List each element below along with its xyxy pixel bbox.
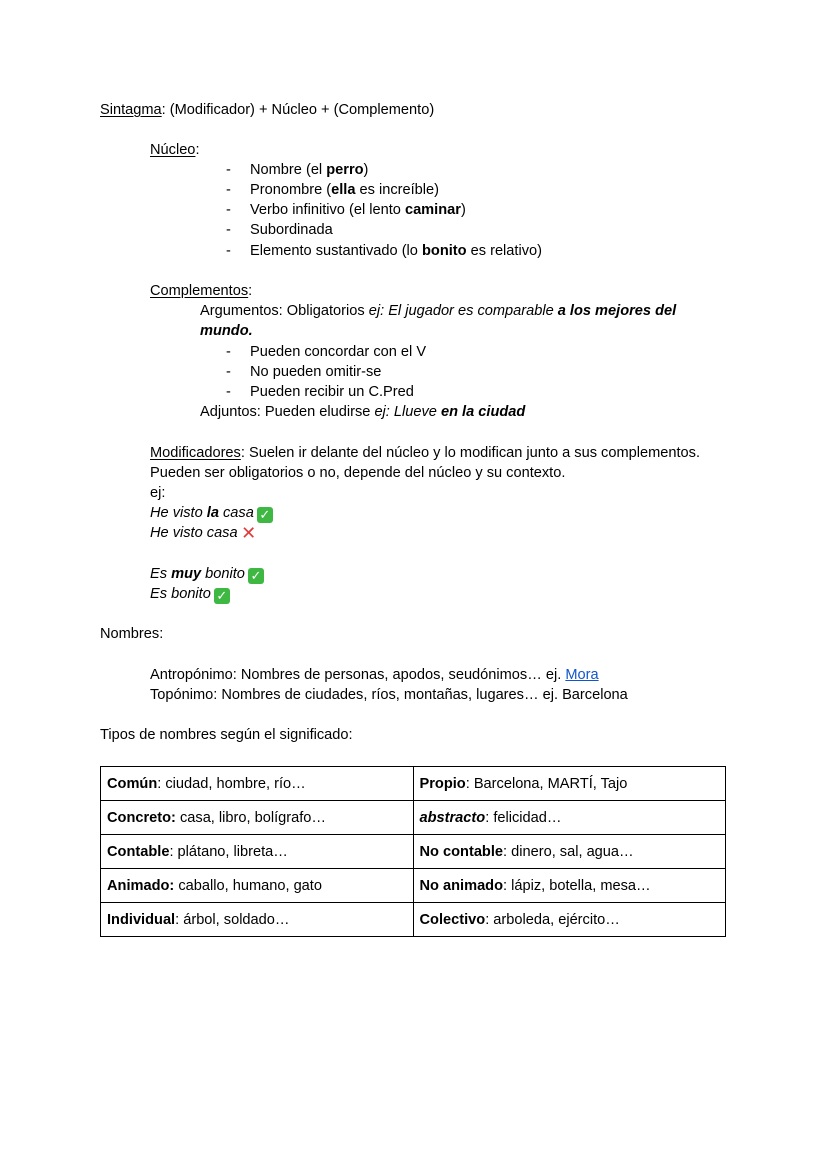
cell-sep: : (169, 843, 178, 860)
table-cell (413, 835, 726, 869)
cell-sep: : (465, 775, 474, 792)
argumentos-example: ej: El jugador es comparable (368, 303, 558, 319)
table-cell (101, 869, 414, 903)
example-line (150, 584, 230, 604)
cell-term: No contable (419, 843, 504, 860)
example-bold: muy (171, 566, 202, 582)
check-mark-icon: ✓ (257, 507, 273, 523)
modificadores-text: : Suelen ir delante del núcleo y lo modifican junto a sus complementos. (240, 445, 701, 461)
table-cell (101, 835, 414, 869)
modificadores-line (150, 443, 700, 463)
example-text: He visto (150, 505, 207, 521)
item-text: Verbo infinitivo (el lento (250, 202, 405, 218)
cell-term: No animado (419, 877, 504, 894)
cell-sep: : (485, 911, 494, 928)
item-text: ) (460, 202, 466, 218)
check-mark-icon: ✓ (248, 568, 264, 584)
list-dash: - (226, 364, 231, 380)
cell-desc: ciudad, hombre, río… (165, 775, 306, 792)
sintagma-formula: : (Modificador) + Núcleo + (Complemento) (161, 102, 435, 118)
list-dash: - (226, 222, 231, 238)
item-text: Subordinada (250, 222, 333, 238)
argumentos-line-2 (200, 321, 253, 341)
list-dash: - (226, 384, 231, 400)
list-dash: - (226, 344, 231, 360)
adjuntos-example: ej: Llueve (374, 404, 441, 420)
nucleo-item (250, 160, 368, 180)
list-dash: - (226, 243, 231, 259)
table-row (101, 903, 726, 937)
mora-link[interactable]: Mora (565, 667, 599, 683)
modificadores-line-2: Pueden ser obligatorios o no, depende del núcleo y su contexto. (150, 465, 566, 481)
sintagma-label: Sintagma (100, 102, 162, 118)
item-text: Pronombre ( (250, 182, 332, 198)
example-line (150, 503, 273, 523)
cell-term: Colectivo (419, 911, 486, 928)
complementos-colon: : (248, 283, 253, 299)
cell-sep: : (503, 843, 512, 860)
table-cell (101, 903, 414, 937)
ej-label: ej: (150, 485, 166, 501)
complemento-item: No pueden omitir-se (250, 364, 382, 380)
cell-desc: caballo, humano, gato (178, 877, 322, 894)
item-text: es relativo) (466, 243, 542, 259)
complemento-item: Pueden concordar con el V (250, 344, 427, 360)
cell-desc: arboleda, ejército… (493, 911, 620, 928)
cell-desc: casa, libro, bolígrafo… (179, 809, 326, 826)
cell-term: abstracto (419, 809, 486, 826)
nucleo-colon: : (195, 142, 200, 158)
cell-term: Concreto: (107, 809, 176, 826)
cell-desc: Barcelona, MARTÍ, Tajo (473, 775, 628, 792)
table-cell (413, 903, 726, 937)
tipos-table (100, 766, 726, 937)
example-bold: la (206, 505, 219, 521)
nucleo-heading (150, 140, 200, 160)
cell-term: Contable (107, 843, 170, 860)
nucleo-item (250, 241, 542, 261)
complementos-heading (150, 281, 252, 301)
cell-term: Propio (419, 775, 466, 792)
nucleo-item (250, 200, 466, 220)
cell-desc: felicidad… (493, 809, 562, 826)
antroponimo-line (150, 665, 599, 685)
cell-term: Animado: (107, 877, 175, 894)
adjuntos-example-bold: en la ciudad (440, 404, 526, 420)
table-cell (413, 869, 726, 903)
item-bold: perro (326, 162, 364, 178)
complemento-item: Pueden recibir un C.Pred (250, 384, 414, 400)
cell-desc: dinero, sal, agua… (511, 843, 634, 860)
table-row (101, 801, 726, 835)
example-text: bonito (201, 566, 245, 582)
complementos-label: Complementos (150, 283, 249, 299)
adjuntos-line (200, 402, 525, 422)
table-row (101, 835, 726, 869)
list-dash: - (226, 202, 231, 218)
item-text: Elemento sustantivado (lo (250, 243, 422, 259)
item-bold: bonito (421, 243, 467, 259)
item-text: Nombre (el (250, 162, 327, 178)
table-row (101, 869, 726, 903)
cell-sep: : (157, 775, 166, 792)
cell-term: Común (107, 775, 158, 792)
cell-desc: plátano, libreta… (177, 843, 288, 860)
nucleo-item (250, 180, 439, 200)
table-row (101, 767, 726, 801)
cell-desc: árbol, soldado… (183, 911, 290, 928)
argumentos-line (200, 301, 676, 321)
example-line (150, 523, 257, 543)
nombres-heading: Nombres: (100, 626, 164, 642)
list-dash: - (226, 182, 231, 198)
sintagma-line (100, 100, 434, 120)
item-text: es increíble) (355, 182, 439, 198)
check-mark-icon: ✓ (214, 588, 230, 604)
list-dash: - (226, 162, 231, 178)
item-text: ) (363, 162, 369, 178)
cell-sep: : (485, 809, 494, 826)
antroponimo-text: Antropónimo: Nombres de personas, apodos, seudónimos… ej. (150, 667, 566, 683)
tipos-heading: Tipos de nombres según el significado: (100, 727, 353, 743)
table-cell (101, 767, 414, 801)
cell-desc: lápiz, botella, mesa… (511, 877, 651, 894)
example-text: casa (218, 505, 254, 521)
cell-term: Individual (107, 911, 176, 928)
cell-sep: : (503, 877, 512, 894)
cell-sep: : (175, 911, 184, 928)
argumentos-example-bold: mundo. (200, 323, 253, 339)
argumentos-example-bold: a los mejores del (557, 303, 677, 319)
nucleo-item (250, 220, 333, 240)
cross-mark-icon: ✕ (241, 523, 257, 543)
example-text: Es (150, 566, 172, 582)
adjuntos-text: Adjuntos: Pueden eludirse (200, 404, 375, 420)
table-cell (413, 767, 726, 801)
example-text: Es bonito (150, 586, 211, 602)
toponimo-line: Topónimo: Nombres de ciudades, ríos, montañas, lugares… ej. Barcelona (150, 687, 628, 703)
argumentos-text: Argumentos: Obligatorios (200, 303, 369, 319)
item-bold: ella (331, 182, 356, 198)
item-bold: caminar (404, 202, 461, 218)
table-cell (101, 801, 414, 835)
nucleo-label: Núcleo (150, 142, 196, 158)
example-line (150, 564, 264, 584)
modificadores-label: Modificadores (150, 445, 241, 461)
table-cell (413, 801, 726, 835)
example-text: He visto casa (150, 525, 238, 541)
